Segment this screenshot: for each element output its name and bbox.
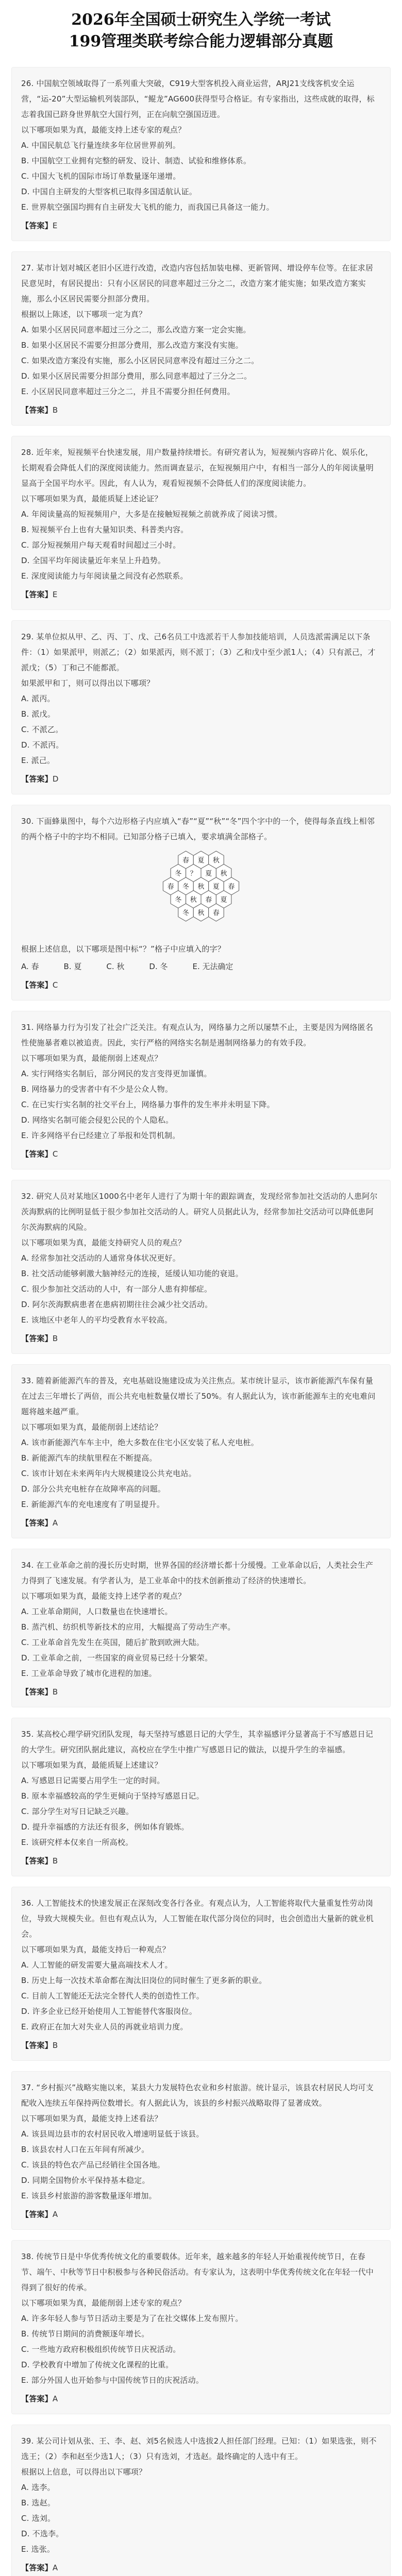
answer-option: A. 派丙。 <box>21 694 55 703</box>
answer-option: E. 小区居民同意率超过三分之二，并且不需要分担任何费用。 <box>21 387 235 396</box>
question-stem: 39. 某公司计划从张、王、李、赵、刘5名候选人中选拔2人担任部门经理。已知：（1）如果选张，则不选王；（2）李和赵至少选1人；（3）只有选刘，才选赵。最终确定的人选中有王。 <box>21 2436 377 2461</box>
question-stem: 28. 近年来，短视频平台快速发展，用户数量持续增长。有研究者认为，短视频内容碎片化、娱乐化，长期观看会降低人们的深度阅读能力。然而调查显示，在短视频用户中，有相当一部分人的年阅读量明显高于全国平均水平。因此，有人认为，观看短视频不会降低人们的深度阅读能力。 <box>21 448 374 488</box>
answer-option: B. 原本幸福感较高的学生更倾向于坚持写感恩日记。 <box>21 1791 204 1801</box>
question-card <box>11 805 391 1001</box>
answer-option: E. 许多网络平台已经建立了举报和处罚机制。 <box>21 1131 180 1140</box>
honeycomb-cell-label: 春 <box>205 896 212 904</box>
question-prompt: 以下哪项如果为真，最能削弱上述结论？ <box>21 1422 162 1432</box>
answer-option: D. 如果小区居民需要分担部分费用，那么同意率超过了三分之二。 <box>21 371 252 381</box>
question-stem: 35. 某高校心理学研究团队发现，每天坚持写感恩日记的大学生，其幸福感评分显著高于不写感恩日记的大学生。研究团队据此建议，高校应在学生中推广写感恩日记的做法，以提升学生的幸福感。 <box>21 1730 374 1754</box>
honeycomb-cell-label: ？ <box>190 870 197 878</box>
answer-option: A. 工业革命期间，人口数量也在快速增长。 <box>21 1607 173 1616</box>
question-stem: 31. 网络暴力行为引发了社会广泛关注。有观点认为，网络暴力之所以屡禁不止，主要是因为网络匿名性使施暴者难以被追责。因此，实行严格的网络实名制是遏制网络暴力的有效手段。 <box>21 1023 374 1047</box>
question-card <box>11 67 391 241</box>
honeycomb-cell-label: 夏 <box>197 857 205 865</box>
answer-value: C <box>52 1149 58 1159</box>
answer-value: B <box>52 1334 58 1343</box>
exam-header <box>11 6 391 67</box>
answer-prefix: 【答案】 <box>21 405 53 415</box>
answer-option: B. 夏 <box>63 962 82 971</box>
answer-option: C. 一些地方政府积极组织传统节日庆祝活动。 <box>21 2345 181 2354</box>
question-stem: 26. 中国航空领域取得了一系列重大突破，C919大型客机投入商业运营，ARJ21支线客机安全运营，“运-20”大型运输机列装部队，“鲲龙”AG600获得型号合格证。有专家指出，这些成就的取得，标志着我国已跻身世界航空大国行列，正在向航空强国迈进。 <box>21 79 375 119</box>
question-stem: 33. 随着新能源汽车的普及，充电基础设施建设成为关注焦点。某市统计显示，该市新能源汽车保有量在过去三年增长了两倍，而公共充电桩数量仅增长了50%。有人据此认为，该市新能源车主的充电难问题将越来越严重。 <box>21 1376 376 1416</box>
answer-option: C. 该市计划在未来两年内大规模建设公共充电站。 <box>21 1469 196 1478</box>
answer-option: E. 工业革命导致了城市化进程的加速。 <box>21 1669 157 1678</box>
honeycomb-cell-label: 夏 <box>212 883 220 891</box>
answer-prefix: 【答案】 <box>21 590 53 599</box>
answer-option: A. 选李。 <box>21 2483 55 2492</box>
answer-option: E. 深度阅读能力与年阅读量之间没有必然联系。 <box>21 571 188 581</box>
question-prompt: 以下哪项如果为真，最能支持上述看法？ <box>21 2114 162 2123</box>
answer-option: E. 世界航空强国均拥有自主研发大飞机的能力，而我国已具备这一能力。 <box>21 202 274 212</box>
answer-line <box>21 2560 381 2575</box>
answer-option: B. 该县农村人口在五年间有所减少。 <box>21 2145 149 2154</box>
answer-option: A. 写感恩日记需要占用学生一定的时间。 <box>21 1776 165 1785</box>
question-card <box>11 1887 391 2061</box>
answer-option: B. 蒸汽机、纺织机等新技术的应用，大幅提高了劳动生产率。 <box>21 1622 236 1632</box>
answer-line <box>21 2391 381 2406</box>
answer-option: D. 工业革命之前，一些国家的商业贸易已经十分繁荣。 <box>21 1653 213 1663</box>
answer-option: D. 不选李。 <box>21 2529 64 2538</box>
answer-option: E. 该县乡村旅游的游客数量逐年增加。 <box>21 2191 157 2200</box>
question-stem: 29. 某单位拟从甲、乙、丙、丁、戊、己6名员工中选派若干人参加技能培训，人员选派需满足以下条件：（1）如果派甲，则派乙；（2）如果派丙，则不派丁；（3）乙和戊中至少派1人；（4）只有派己，才派戊；（5）丁和己不能都派。 <box>21 632 376 672</box>
question-prompt: 如果派甲和丁，则可以得出以下哪项？ <box>21 679 155 688</box>
answer-prefix: 【答案】 <box>21 1334 53 1343</box>
answer-value: B <box>52 1856 58 1866</box>
question-card <box>11 436 391 610</box>
honeycomb-cell-label: 冬 <box>175 896 182 904</box>
question-prompt: 以下哪项如果为真，最能支持研究人员的观点？ <box>21 1238 186 1247</box>
answer-option: B. 新能源汽车的续航里程在不断提高。 <box>21 1453 157 1463</box>
question-stem: 32. 研究人员对某地区1000名中老年人进行了为期十年的跟踪调查，发现经常参加社交活动的人患阿尔茨海默病的比例明显低于很少参加社交活动的人。研究人员据此认为，经常参加社交活动可以降低患阿尔茨海默病的风险。 <box>21 1192 378 1232</box>
honeycomb-figure <box>21 844 381 941</box>
answer-value: E <box>52 590 58 599</box>
question-prompt: 以下哪项如果为真，最能支持上述专家的观点？ <box>21 125 186 134</box>
honeycomb-cell-label: 冬 <box>182 909 190 917</box>
answer-value: A <box>52 2394 58 2403</box>
answer-value: C <box>52 980 58 990</box>
answer-option: C. 很少参加社交活动的人中，有一部分人患有抑郁症。 <box>21 1284 212 1294</box>
answer-option: B. 如果小区居民不需要分担部分费用，那么改造方案没有实施。 <box>21 341 243 350</box>
answer-option: C. 中国大飞机的国际市场订单数量逐年递增。 <box>21 172 181 181</box>
answer-option: A. 年阅读量高的短视频用户，大多是在接触短视频之前就养成了阅读习惯。 <box>21 510 282 519</box>
answer-line <box>21 2207 381 2222</box>
answer-prefix: 【答案】 <box>21 1687 53 1697</box>
question-stem: 38. 传统节日是中华优秀传统文化的重要载体。近年来，越来越多的年轻人开始重视传统节日，在春节、端午、中秋等节日中积极参与各种民俗活动。有专家认为，这表明中华优秀传统文化在年轻一代中得到了很好的传承。 <box>21 2252 374 2292</box>
honeycomb-cell-label: 春 <box>228 883 235 891</box>
answer-prefix: 【答案】 <box>21 2041 53 2050</box>
honeycomb-cell-label: 冬 <box>182 883 190 891</box>
answer-line <box>21 2038 381 2053</box>
answer-option: E. 新能源汽车的充电速度有了明显提升。 <box>21 1500 165 1509</box>
answer-option: E. 派己。 <box>21 756 55 765</box>
answer-option: B. 网络暴力的受害者中有不少是公众人物。 <box>21 1084 173 1094</box>
answer-option: C. 在已实行实名制的社交平台上，网络暴力事件的发生率并未明显下降。 <box>21 1100 275 1109</box>
question-stem: 27. 某市计划对城区老旧小区进行改造，改造内容包括加装电梯、更新管网、增设停车位等。在征求居民意见时，有居民提出：只有小区居民的同意率超过三分之二，改造方案才能实施；如果改造方案实施，那么小区居民需要分担部分费用。 <box>21 263 374 303</box>
answer-option: E. 无法确定 <box>192 962 233 971</box>
honeycomb-svg <box>124 849 278 936</box>
question-prompt: 以下哪项如果为真，最能质疑上述建议？ <box>21 1760 162 1770</box>
question-stem: 34. 在工业革命之前的漫长历史时期，世界各国的经济增长都十分缓慢。工业革命以后，人类社会生产力得到了飞速发展。有学者认为，是工业革命中的技术创新推动了经济的快速增长。 <box>21 1561 374 1585</box>
answer-option: A. 中国民航总飞行量连续多年位居世界前列。 <box>21 141 180 150</box>
honeycomb-cell-label: 秋 <box>212 857 220 865</box>
answer-option: A. 春 <box>21 962 39 971</box>
answer-option: D. 同期全国物价水平保持基本稳定。 <box>21 2176 150 2185</box>
answer-option: A. 该县周边县市的农村居民收入增速明显低于该县。 <box>21 2129 204 2139</box>
answer-option: C. 不派乙。 <box>21 725 63 734</box>
answer-option: B. 传统节日期间的消费额逐年增长。 <box>21 2329 149 2338</box>
honeycomb-cell-label: 夏 <box>220 896 227 904</box>
answer-line <box>21 1853 381 1869</box>
honeycomb-cell-label: 夏 <box>205 870 212 878</box>
answer-option: C. 选刘。 <box>21 2514 56 2523</box>
answer-option: D. 学校教育中增加了传统文化课程的比重。 <box>21 2360 174 2369</box>
answer-option: A. 人工智能的研发需要大量高端技术人才。 <box>21 1960 173 1970</box>
question-prompt: 以下哪项如果为真，最能支持上述学者的观点？ <box>21 1591 186 1601</box>
question-prompt: 根据以上陈述，以下哪项一定为真？ <box>21 310 147 319</box>
answer-prefix: 【答案】 <box>21 221 53 230</box>
answer-option: C. 部分学生对写日记缺乏兴趣。 <box>21 1807 134 1816</box>
honeycomb-cell-label: 秋 <box>220 870 227 878</box>
answer-option: B. 短视频平台上也有大量知识类、科普类内容。 <box>21 525 189 534</box>
honeycomb-cell-label: 春 <box>182 857 190 865</box>
question-card <box>11 2425 391 2576</box>
question-stem: 30. 下面蜂巢图中，每个六边形格子内应填入“春”“夏”“秋”“冬”四个字中的一个，使得每条直线上相邻的两个格子中的字均不相同。已知部分格子已填入，要求填满全部格子。 <box>21 817 375 841</box>
exam-title-line2: 199管理类联考综合能力逻辑部分真题 <box>69 32 333 50</box>
question-card <box>11 2071 391 2230</box>
answer-option: D. 冬 <box>149 962 168 971</box>
question-prompt: 以下哪项如果为真，最能削弱上述观点？ <box>21 1054 162 1063</box>
answer-prefix: 【答案】 <box>21 980 53 990</box>
answer-option: D. 部分公共充电桩存在故障率高的问题。 <box>21 1484 166 1494</box>
answer-option: D. 提升幸福感的方法还有很多，例如体育锻炼。 <box>21 1822 189 1832</box>
answer-prefix: 【答案】 <box>21 1149 53 1159</box>
answer-value: A <box>52 2210 58 2219</box>
question-card <box>11 1364 391 1538</box>
answer-prefix: 【答案】 <box>21 2394 53 2403</box>
answer-prefix: 【答案】 <box>21 774 53 784</box>
answer-option: C. 该县的特色农产品已经销往全国各地。 <box>21 2160 165 2170</box>
answer-prefix: 【答案】 <box>21 1856 53 1866</box>
answer-option: B. 中国航空工业拥有完整的研发、设计、制造、试验和维修体系。 <box>21 156 252 165</box>
answer-option: B. 历史上每一次技术革命都在淘汰旧岗位的同时催生了更多新的职业。 <box>21 1976 267 1985</box>
question-prompt: 以下哪项如果为真，最能质疑上述论证？ <box>21 494 162 503</box>
question-prompt: 以下哪项如果为真，最能削弱上述专家的观点？ <box>21 2298 186 2308</box>
answer-option: C. 如果改造方案没有实施，那么小区居民同意率没有超过三分之二。 <box>21 356 259 365</box>
answer-prefix: 【答案】 <box>21 2563 53 2572</box>
answer-option: E. 政府正在加大对失业人员的再就业培训力度。 <box>21 2022 188 2031</box>
question-card <box>11 1718 391 1876</box>
answer-option: D. 网络实名制可能会侵犯公民的个人隐私。 <box>21 1115 174 1125</box>
answer-option: D. 不派丙。 <box>21 740 64 750</box>
answer-line <box>21 1684 381 1700</box>
answer-option: E. 选张。 <box>21 2545 55 2554</box>
answer-value: A <box>52 1518 58 1528</box>
honeycomb-cell-label: 春 <box>212 909 220 917</box>
question-card <box>11 620 391 794</box>
answer-value: E <box>52 221 58 230</box>
honeycomb-cell-label: 冬 <box>175 870 182 878</box>
answer-line <box>21 1515 381 1531</box>
answer-option: E. 该研究样本仅来自一所高校。 <box>21 1838 133 1847</box>
question-prompt: 以下哪项如果为真，最能支持后一种观点？ <box>21 1945 170 1954</box>
answer-option: D. 阿尔茨海默病患者在患病初期往往会减少社交活动。 <box>21 1300 213 1309</box>
answer-option: A. 该市新能源汽车车主中，绝大多数在住宅小区安装了私人充电桩。 <box>21 1438 259 1447</box>
question-card <box>11 1011 391 1170</box>
answer-prefix: 【答案】 <box>21 1518 53 1528</box>
answer-line <box>21 587 381 602</box>
answer-option: B. 派戊。 <box>21 709 56 719</box>
answer-option: B. 选赵。 <box>21 2498 56 2507</box>
exam-title-line1: 2026年全国硕士研究生入学统一考试 <box>71 11 331 29</box>
answer-value: B <box>52 405 58 415</box>
answer-option: D. 中国自主研发的大型客机已取得多国适航认证。 <box>21 187 197 196</box>
question-stem: 36. 人工智能技术的快速发展正在深刻改变各行各业。有观点认为，人工智能将取代大量重复性劳动岗位，导致大规模失业。但也有观点认为，人工智能在取代部分岗位的同时，也会创造出大量新的就业机会。 <box>21 1899 374 1939</box>
answer-option: C. 秋 <box>106 962 125 971</box>
answer-option: A. 许多年轻人参与节日活动主要是为了在社交媒体上发布照片。 <box>21 2314 243 2323</box>
answer-option: A. 经常参加社交活动的人通常身体状况更好。 <box>21 1253 180 1263</box>
question-card <box>11 1549 391 1707</box>
answer-option: A. 如果小区居民同意率超过三分之二，那么改造方案一定会实施。 <box>21 325 251 334</box>
honeycomb-cell-label: 秋 <box>197 883 205 891</box>
answer-option: B. 社交活动能够刺激大脑神经元的连接，延缓认知功能的衰退。 <box>21 1269 243 1278</box>
answer-value: D <box>52 774 59 784</box>
answer-line <box>21 771 381 787</box>
answer-line <box>21 402 381 418</box>
answer-option: D. 全国平均年阅读量近年来呈上升趋势。 <box>21 556 166 565</box>
answer-line <box>21 1146 381 1162</box>
answer-option: D. 许多企业已经开始使用人工智能替代客服岗位。 <box>21 2007 197 2016</box>
answer-line <box>21 977 381 993</box>
answer-option: C. 目前人工智能还无法完全替代人类的创造性工作。 <box>21 1991 205 2001</box>
answer-option: C. 部分短视频用户每天观看时间超过三小时。 <box>21 540 181 550</box>
question-list <box>11 67 391 2576</box>
answer-line <box>21 1331 381 1346</box>
question-prompt: 根据上述信息，以下哪项是图中标“？”格子中应填入的字？ <box>21 944 225 954</box>
answer-value: A <box>52 2563 58 2572</box>
answer-value: B <box>52 2041 58 2050</box>
option-row <box>21 959 381 974</box>
answer-option: C. 工业革命首先发生在英国，随后扩散到欧洲大陆。 <box>21 1638 205 1647</box>
answer-value: B <box>52 1687 58 1697</box>
answer-option: A. 实行网络实名制后，部分网民的发言变得更加谨慎。 <box>21 1069 212 1078</box>
question-card <box>11 251 391 426</box>
answer-option: E. 部分外国人也开始参与中国传统节日的庆祝活动。 <box>21 2376 204 2385</box>
answer-prefix: 【答案】 <box>21 2210 53 2219</box>
question-card <box>11 2240 391 2414</box>
honeycomb-cell-label: 秋 <box>197 909 205 917</box>
question-stem: 37. “乡村振兴”战略实施以来，某县大力发展特色农业和乡村旅游。统计显示，该县农村居民人均可支配收入连续五年保持两位数增长。有人据此认为，该县的乡村振兴战略取得了显著成效。 <box>21 2083 374 2108</box>
answer-line <box>21 218 381 233</box>
honeycomb-cell-label: 秋 <box>190 896 197 904</box>
honeycomb-cell-label: 春 <box>167 883 174 891</box>
question-prompt: 根据以上信息，可以得出以下哪项？ <box>21 2467 147 2477</box>
question-card <box>11 1180 391 1354</box>
answer-option: E. 该地区中老年人的平均受教育水平较高。 <box>21 1315 173 1325</box>
